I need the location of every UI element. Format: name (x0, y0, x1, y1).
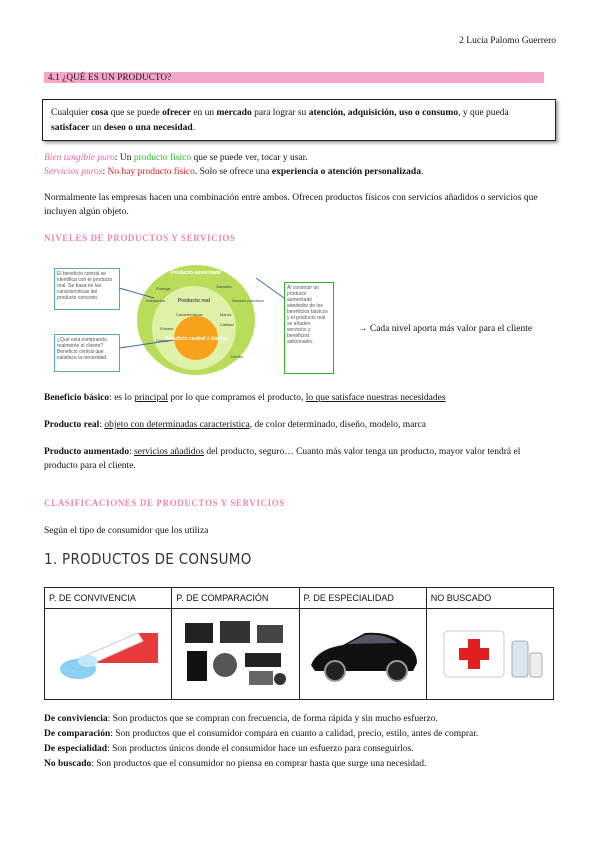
core-label: Beneficio central o básico (165, 336, 227, 342)
author-name: 2 Lucía Palomo Guerrero (459, 36, 556, 46)
item-5: Marca (220, 312, 232, 317)
product-types-table (44, 587, 554, 700)
header-unsought: NO BUSCADO (426, 588, 553, 609)
real-product-line: Producto real: objeto con determinadas característica, de color determinado, diseño, modelo, marca (44, 420, 426, 430)
basic-benefit-line: Beneficio básico: es lo principal por lo que compramos el producto, lo que satisface nuestras necesidades (44, 393, 446, 403)
item-4: Diseño (156, 338, 169, 343)
diagram-left-top-note: El beneficio central se identifica con el producto real. Se basa en las características del producto concreto. (54, 268, 120, 310)
outer-label: Producto aumentado (170, 270, 222, 276)
middle-label: Producto real (177, 298, 211, 304)
item-0: Entrega (156, 286, 171, 291)
tangible-line: Bien tangible puro: Un producto físico que se puede ver, tocar y usar. (44, 153, 308, 163)
levels-heading: NIVELES DE PRODUCTOS Y SERVICIOS (44, 233, 236, 243)
diagram-left-bottom-note: ¿Qué está comprando realmente el cliente? Beneficio central que satisface la necesidad (54, 334, 120, 372)
electronics-image (172, 609, 299, 700)
definition-specialty: De especialidad: Son productos únicos donde el consumidor hace un esfuerzo para conseguirlos. (44, 744, 414, 754)
sports-car-image (299, 609, 426, 700)
item-9: Crédito (230, 354, 243, 359)
augmented-product-paragraph: Producto aumentado: servicios añadidos del producto, seguro… Cuanto más valor tenga un producto, mayor valor tendrá el producto para el cliente. (44, 447, 521, 471)
item-3: Instalación (146, 298, 166, 303)
services-line: Servicios puros: No hay producto físico. Solo se ofrece una experiencia o atención personalizada. (44, 167, 424, 177)
item-7: Características (176, 312, 203, 317)
definition-comparison: De comparación: Son productos que el consumidor compara en cuanto a calidad, precio, estilo, antes de comprar. (44, 729, 479, 739)
item-2: Servicio posventa (232, 298, 264, 303)
product-levels-diagram (44, 258, 384, 382)
toothpaste-image (45, 609, 172, 700)
item-6: Calidad (220, 322, 234, 327)
header-specialty: P. DE ESPECIALIDAD (299, 588, 426, 609)
classification-heading: CLASIFICACIONES DE PRODUCTOS Y SERVICIOS (44, 498, 285, 508)
header-convenience: P. DE CONVIVENCIA (45, 588, 172, 609)
combo-paragraph: Normalmente las empresas hacen una combinación entre ambos. Ofrecen productos físicos con servicios añadidos o servicios que incluyen algún objeto. (44, 193, 538, 217)
diagram-right-note: Al construir un producto aumentado alrededor de los beneficios básicos y el producto real se añaden servicios y beneficios adicionales. (284, 282, 334, 374)
item-1: Garantía (216, 284, 232, 289)
classification-subtitle: Según el tipo de consumidor que los utiliza (44, 526, 209, 536)
diagram-circles (44, 258, 384, 382)
definition-text: Cualquier cosa que se puede ofrecer en un mercado para lograr su atención, adquisición, uso o consumo, y que pueda satisfacer un deseo o una necesidad. (51, 108, 509, 133)
diagram-caption: → Cada nivel aporta más valor para el cliente (358, 324, 533, 334)
definition-convenience: De conviviencia: Son productos que se compran con frecuencia, de forma rápida y sin mucho esfuerzo. (44, 714, 438, 724)
definition-box (42, 99, 556, 141)
first-aid-kit-image (426, 609, 553, 700)
consumer-products-title: 1. PRODUCTOS DE CONSUMO (44, 550, 252, 568)
section-title: 4.1 ¿QUÉ ES UN PRODUCTO? (48, 72, 172, 82)
header-comparison: P. DE COMPARACIÓN (172, 588, 299, 609)
item-8: Envase (160, 326, 174, 331)
definition-unsought: No buscado: Son productos que el consumidor no piensa en comprar hasta que surge una necesidad. (44, 759, 427, 769)
